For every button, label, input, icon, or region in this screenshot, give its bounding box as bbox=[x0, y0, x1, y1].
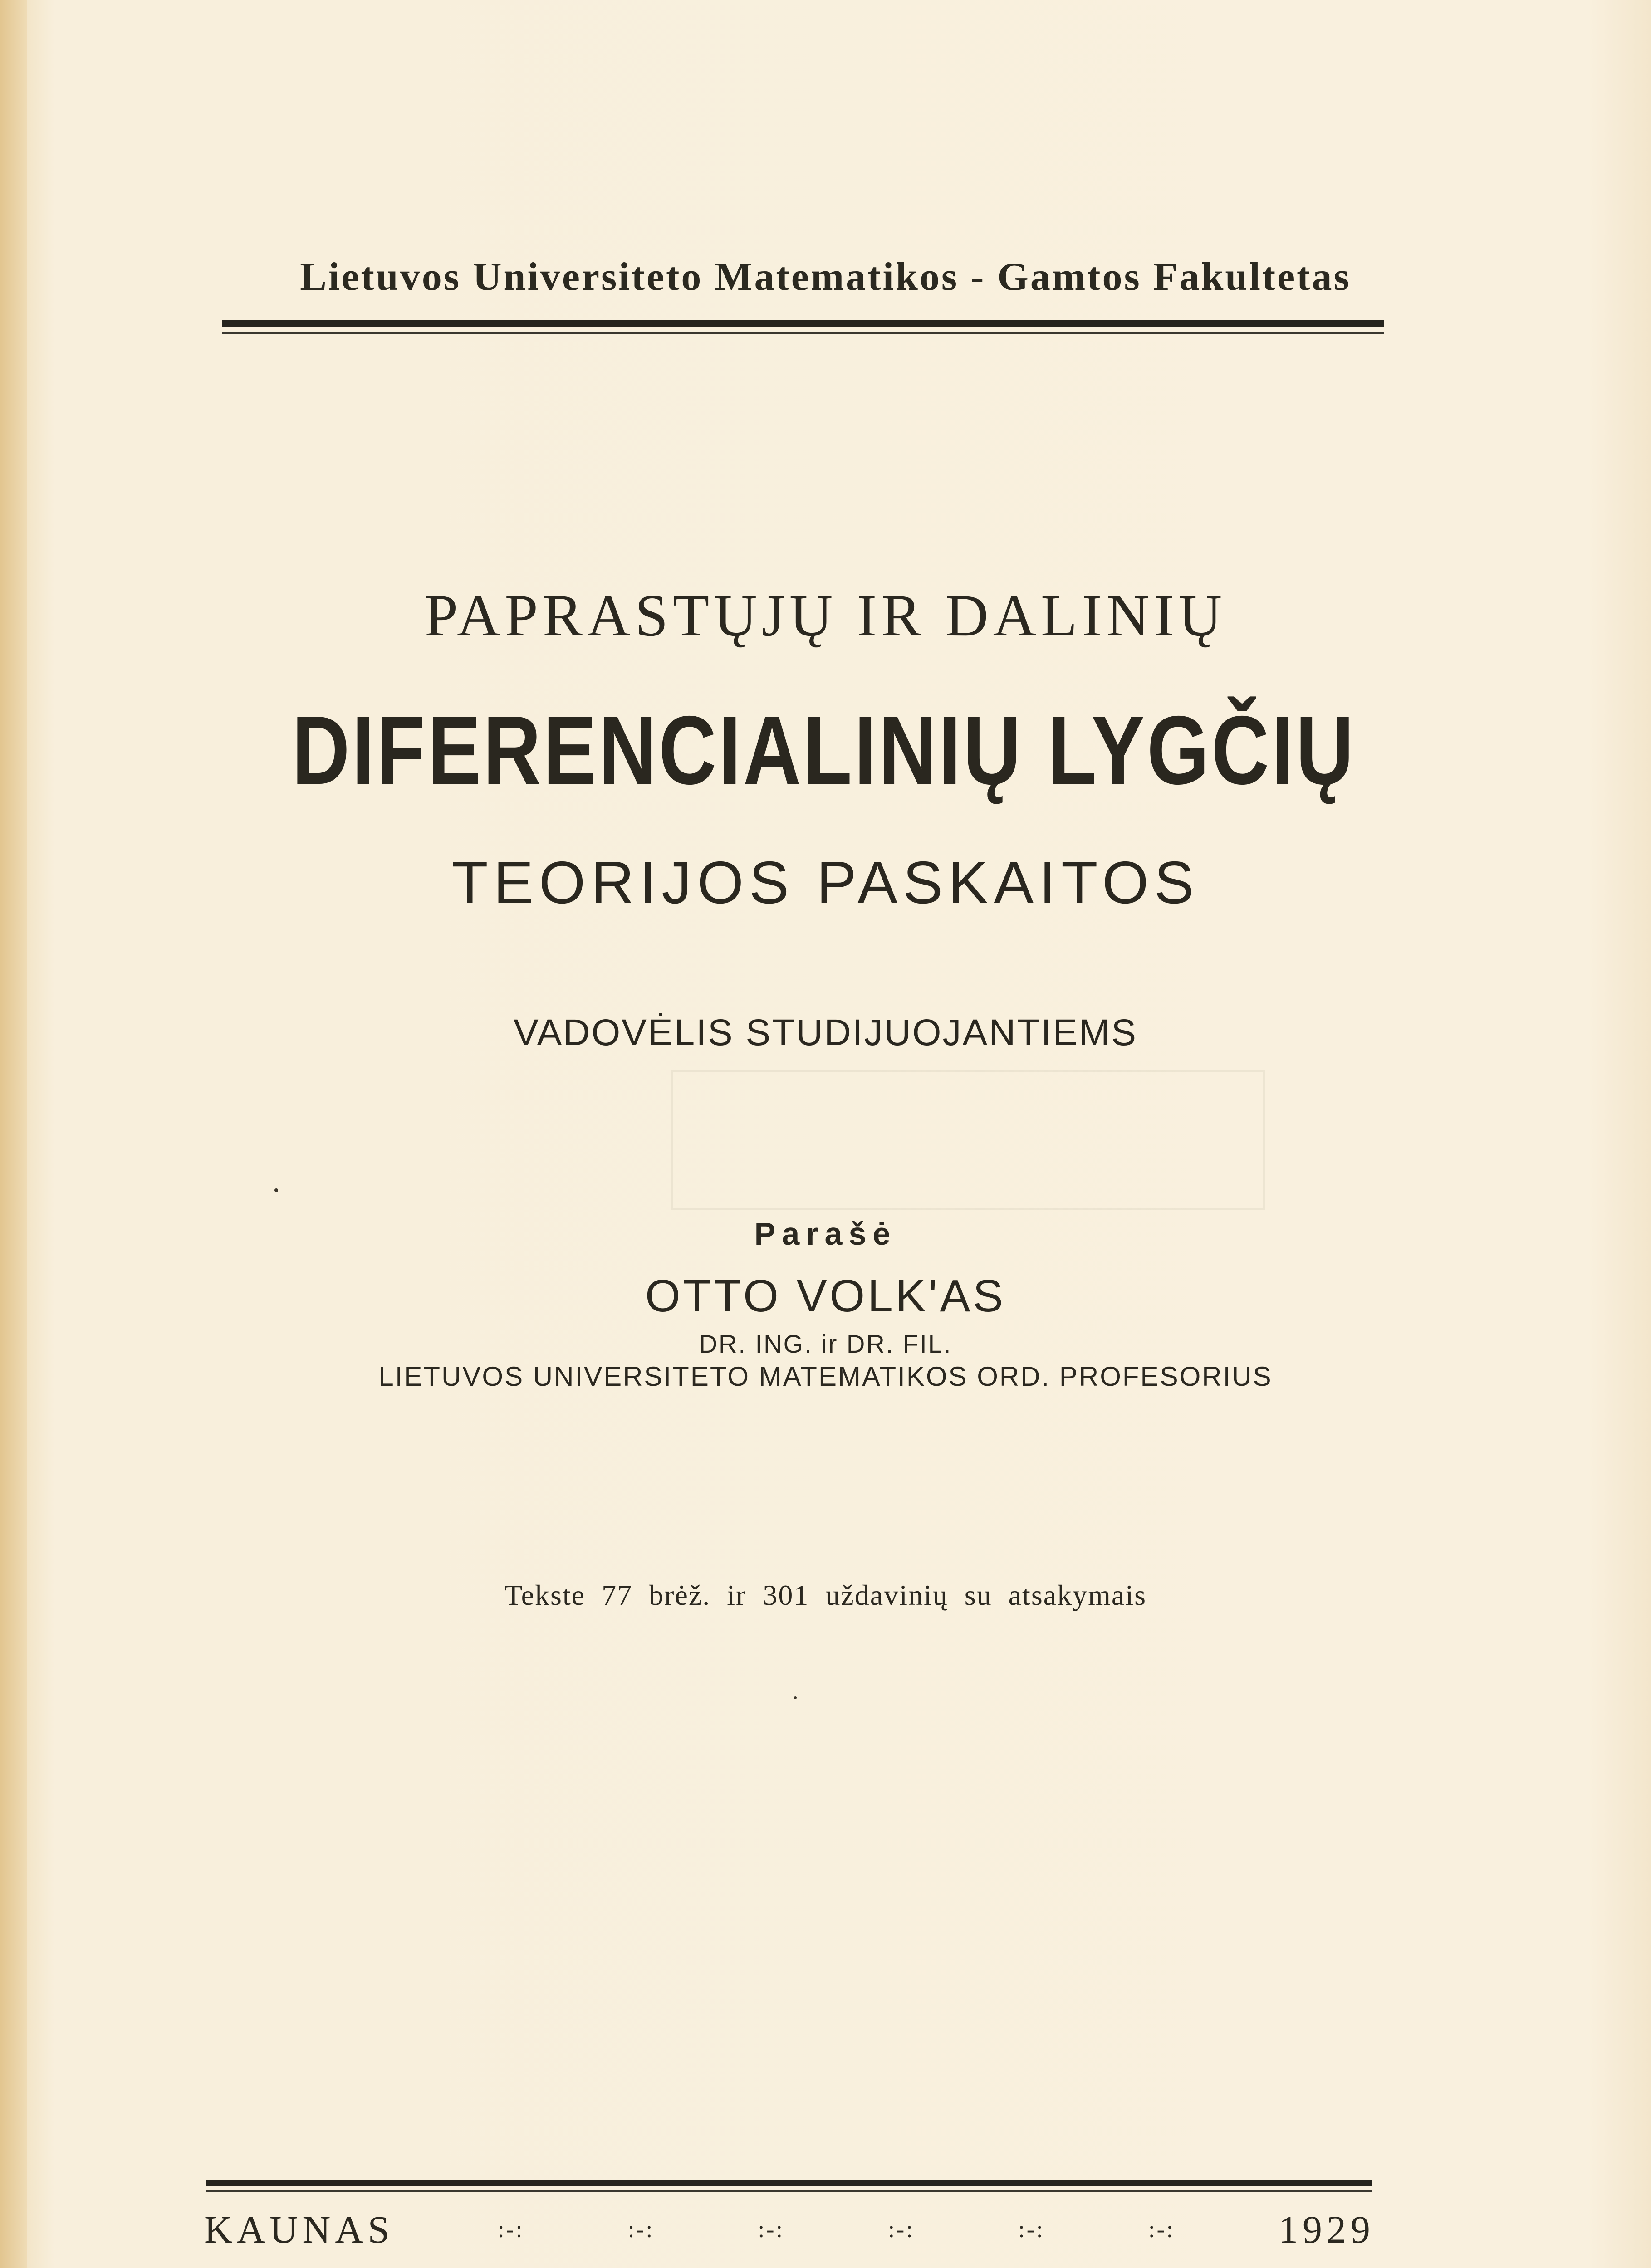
imprint-year: 1929 bbox=[1278, 2208, 1375, 2251]
paper-edge bbox=[0, 0, 27, 2268]
header-rule-thin bbox=[222, 332, 1384, 334]
faculty-header: Lietuvos Universiteto Matematikos - Gamtos Fakultetas bbox=[300, 255, 1351, 299]
paper-speck bbox=[794, 1696, 797, 1699]
title-line-3: TEORIJOS PASKAITOS bbox=[451, 849, 1200, 916]
author-name: OTTO VOLK'AS bbox=[645, 1271, 1006, 1321]
imprint-line bbox=[204, 2204, 1375, 2254]
subtitle: VADOVĖLIS STUDIJUOJANTIEMS bbox=[513, 1012, 1138, 1053]
contents-note: Tekste 77 brėž. ir 301 uždavinių su atsakymais bbox=[505, 1579, 1146, 1611]
imprint-city: KAUNAS bbox=[204, 2208, 394, 2251]
imprint-rule-thin bbox=[206, 2190, 1372, 2192]
wrote-label: Parašė bbox=[754, 1216, 897, 1251]
imprint-separator: :-: bbox=[627, 2216, 655, 2243]
imprint-separator: :-: bbox=[497, 2216, 524, 2243]
header-rule-thick bbox=[222, 320, 1384, 327]
imprint-separator: :-: bbox=[1148, 2216, 1175, 2243]
title-line-1: PAPRASTŲJŲ IR DALINIŲ bbox=[424, 582, 1227, 649]
imprint-separator: :-: bbox=[888, 2216, 915, 2243]
faded-stamp bbox=[671, 1070, 1265, 1210]
author-position: LIETUVOS UNIVERSITETO MATEMATIKOS ORD. PROFESORIUS bbox=[378, 1361, 1273, 1392]
paper-speck bbox=[274, 1188, 278, 1192]
title-line-2: DIFERENCIALINIŲ LYGČIŲ bbox=[292, 695, 1356, 805]
imprint-separator: :-: bbox=[758, 2216, 784, 2243]
imprint-rule-thick bbox=[206, 2180, 1372, 2186]
imprint-separator: :-: bbox=[1018, 2216, 1045, 2243]
author-degrees: DR. ING. ir DR. FIL. bbox=[699, 1330, 952, 1358]
